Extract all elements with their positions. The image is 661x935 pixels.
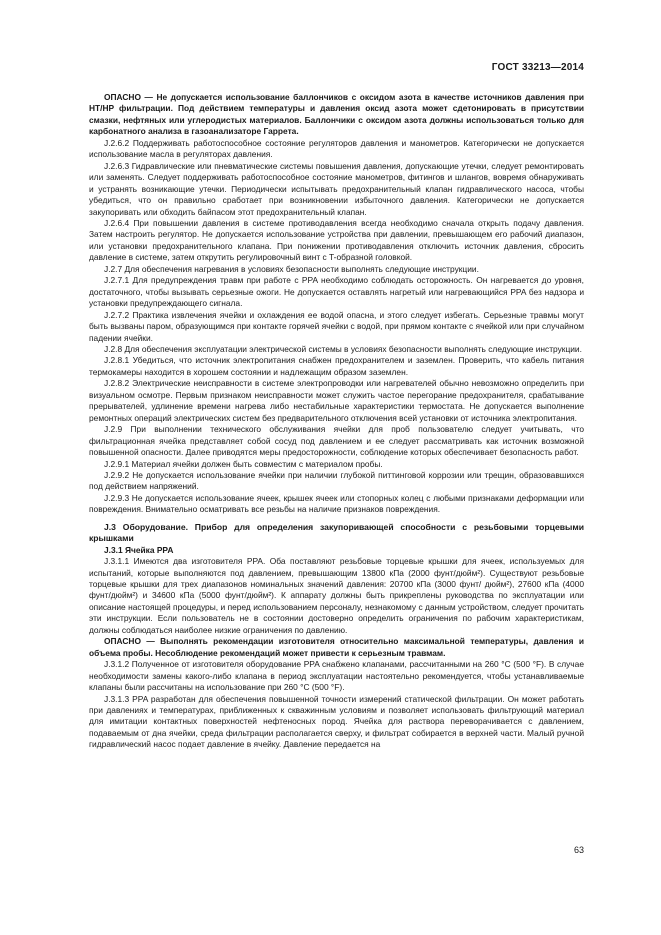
paragraph: J.2.7 Для обеспечения нагревания в условиях безопасности выполнять следующие инструкции.	[104, 263, 479, 274]
paragraph: J.3.1.1 Имеются два изготовителя PPA. Оба поставляют резьбовые торцевые крышки для ячеек, используемых для испытаний, которые выполняются под давлением, превышающим 13800 кПа (2000 фунт/дюйм²). Существуют резьбовые торцевые крышки для трех диапазонов номинальных значений давления: 20700 кПа (3000 фунт/ дюйм²), 27600 кПа (4000 фунт/дюйм²) и 34600 кПа (5000 фунт/дюйм²). К аппарату должны быть прикреплены руководства по эксплуатации или описание настоящей процедуры, и перед использованием персоналу, незнакомому с данным устройством, следует прочитать эти инструкции. Если пользователь не в состоянии достоверно определить ограничения по рабочим характеристикам, должны соблюдаться наиболее низкие ограничения по давлению.	[89, 556, 584, 635]
paragraph: J.2.9.2 Не допускается использование ячейки при наличии глубокой питтинговой коррозии или трещин, образовавшихся под действием напряжений.	[89, 469, 584, 492]
section-heading: J.3 Оборудование. Прибор для определения закупоривающей способности с резьбовыми торцевыми крышками	[89, 521, 584, 544]
paragraph: J.2.6.3 Гидравлические или пневматические системы повышения давления, допускающие утечки, следует ремонтировать или заменять. Следует поддерживать работоспособное состояние манометров, фитингов и шлангов, вовремя обнаруживать и устранять возникающие утечки. Периодически испытывать предохранительный клапан гидравлического насоса, чтобы убедиться, что он правильно сработает при возникновении избыточного давления. Категорически не допускается закупоривать или обходить байпасом этот предохранительный клапан.	[89, 160, 584, 217]
paragraph: J.2.7.1 Для предупреждения травм при работе с PPA необходимо соблюдать осторожность. Он нагревается до уровня, достаточного, чтобы вызывать серьезные ожоги. Не допускается оставлять нагретый или нагревающийся PPA без надзора и установки предупреждающего сигнала.	[89, 275, 584, 309]
paragraph: J.3.1.2 Полученное от изготовителя оборудование PPA снабжено клапанами, рассчитанными на 260 °C (500 °F). В случае необходимости замены какого-либо клапана в период эксплуатации настоятельно рекомендуется, чтобы устанавливаемые клапаны были рассчитаны на использование при 260 °C (500 °F).	[89, 659, 584, 693]
paragraph: J.2.9.3 Не допускается использование ячеек, крышек ячеек или стопорных колец с любыми признаками деформации или повреждения. Внимательно осматривать все резьбы на наличие признаков повреждения.	[89, 492, 584, 515]
subsection-heading: J.3.1 Ячейка PPA	[104, 544, 174, 555]
paragraph: J.2.9 При выполнении технического обслуживания ячейки для проб пользователю следует учитывать, что фильтрационная ячейка представляет собой сосуд под давлением и ее следует рассматривать как источник возможной повышенной опасности. Далее приводятся меры предосторожности, соблюдение которых обеспечивает безопасность работ.	[89, 424, 584, 458]
page-number: 63	[573, 845, 584, 855]
paragraph: J.2.8.2 Электрические неисправности в системе электропроводки или нагревателей обычно невозможно определить при визуальном осмотре. Первым признаком неисправности может служить частое перегорание предохранителя, срабатывание прерывателей, удлинение времени нагрева либо нестабильные характеристики термостата. Не допускается выполнение ремонтных операций электрических систем без предварительного отключения всей установки от источника электропитания.	[89, 378, 584, 423]
paragraph: J.2.8 Для обеспечения эксплуатации электрической системы в условиях безопасности выполнять следующие инструкции.	[104, 343, 582, 354]
warning-paragraph: ОПАСНО — Не допускается использование баллончиков с оксидом азота в качестве источников давления при HT/HP фильтрации. Под действием температуры и давления оксид азота может сдетонировать в присутствии смазки, нефтяных или углеродистых материалов. Баллончики с оксидом азота должны использоваться только для карбонатного анализа в газоанализаторе Гаррета.	[89, 92, 584, 137]
warning-paragraph: ОПАСНО — Выполнять рекомендации изготовителя относительно максимальной температуры, давления и объема пробы. Несоблюдение рекомендаций может привести к серьезным травмам.	[89, 636, 584, 658]
paragraph: J.3.1.3 PPA разработан для обеспечения повышенной точности измерений статической фильтрации. Он может работать при давлениях и температурах, приближенных к скважинным условиям и позволяет использовать фильтрующий материал для имитации контактных поверхностей нефтеносных пород. Ячейка для раствора переворачивается с давлением, подаваемым от дна ячейки, среда фильтрации располагается сверху, и фильтрат собирается в верхней части. Малый ручной гидравлический насос подает давление в ячейку. Давление передается на	[89, 693, 584, 750]
paragraph: J.2.6.2 Поддерживать работоспособное состояние регуляторов давления и манометров. Категорически не допускается использование масла в регуляторах давления.	[89, 137, 584, 160]
paragraph: J.2.8.1 Убедиться, что источник электропитания снабжен предохранителем и заземлен. Проверить, что кабель питания термокамеры находится в хорошем состоянии и надлежащим образом заземлен.	[89, 355, 584, 377]
paragraph: J.2.9.1 Материал ячейки должен быть совместим с материалом пробы.	[104, 458, 383, 469]
document-body	[89, 92, 584, 751]
document-id: ГОСТ 33213—2014	[491, 62, 584, 73]
paragraph: J.2.6.4 При повышении давления в системе противодавления всегда необходимо сначала открыть подачу давления. Затем настроить регулятор. Не допускается использование устройства при давлении, превышающем его рабочий диапазон, или установки предохранительного клапана. При понижении противодавления отключить источник давления, сбросить давление в системе, затем открутить регулировочный винт с T-образной головкой.	[89, 217, 584, 263]
paragraph: J.2.7.2 Практика извлечения ячейки и охлаждения ее водой опасна, и этого следует избегать. Серьезные травмы могут быть вызваны паром, образующимся при контакте горячей ячейки с водой, при прямом контакте с ячейкой или при случайном падении ячейки.	[89, 309, 584, 343]
